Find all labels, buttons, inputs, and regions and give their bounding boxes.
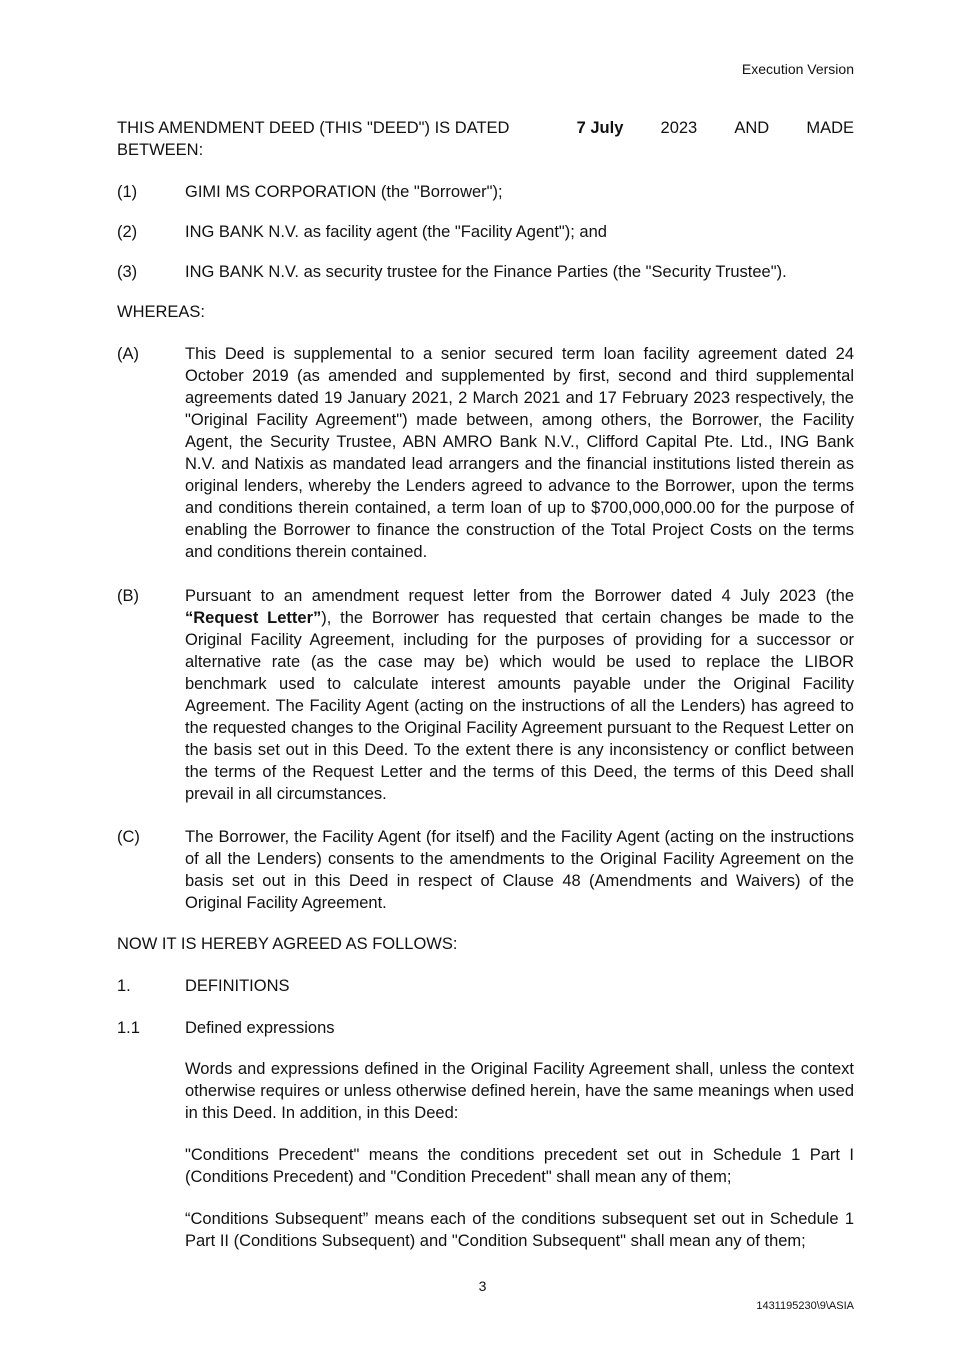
party-number: (1) bbox=[117, 183, 138, 201]
party-text: ING BANK N.V. as security trustee for the Finance Parties (the "Security Trustee"). bbox=[185, 263, 787, 281]
recital-number: (A) bbox=[117, 345, 139, 363]
intro-and: AND bbox=[734, 119, 770, 137]
document-version-label: Execution Version bbox=[741, 61, 854, 77]
party-number: (3) bbox=[117, 263, 138, 281]
intro-between: BETWEEN: bbox=[117, 141, 204, 159]
recital-b-text bbox=[185, 585, 854, 805]
section-number: 1. bbox=[117, 977, 131, 995]
agreed-heading: NOW IT IS HEREBY AGREED AS FOLLOWS: bbox=[117, 935, 458, 953]
subsection-title: Defined expressions bbox=[185, 1019, 335, 1037]
recital-b-post: ), the Borrower has requested that certain changes be made to the Original Facility Agreement, including for the purposes of providing for a successor or alternative rate (as the case may be) which would be used to replace the LIBOR benchmark used to calculate interest amounts payable under the Original Facility Agreement. The Facility Agent (acting on the instructions of all the Lenders) has agreed to the requested changes to the Original Facility Agreement pursuant to the Request Letter on the basis set out in this Deed. To the extent there is any inconsistency or conflict between the terms of the Request Letter and the terms of this Deed, the terms of this Deed shall prevail in all circumstances. bbox=[185, 609, 854, 803]
party-number: (2) bbox=[117, 223, 138, 241]
recital-c-text: The Borrower, the Facility Agent (for itself) and the Facility Agent (acting on the instructions of all the Lenders) consents to the amendments to the Original Facility Agreement on the basis set out in this Deed in respect of Clause 48 (Amendments and Waivers) of the Original Facility Agreement. bbox=[185, 828, 854, 912]
defined-expressions-paragraph: Words and expressions defined in the Original Facility Agreement shall, unless the context otherwise requires or unless otherwise defined herein, have the same meanings when used in this Deed. In addition, in this Deed: bbox=[185, 1060, 854, 1122]
subsection-number: 1.1 bbox=[117, 1019, 140, 1037]
recital-number: (C) bbox=[117, 828, 140, 846]
intro-date: 7 July bbox=[576, 119, 624, 137]
intro-made: MADE bbox=[806, 119, 854, 137]
intro-text: THIS AMENDMENT DEED (THIS "DEED") IS DATED bbox=[117, 119, 510, 137]
whereas-heading: WHEREAS: bbox=[117, 303, 206, 321]
page-number: 3 bbox=[478, 1278, 487, 1294]
definition-conditions-subsequent: “Conditions Subsequent” means each of the conditions subsequent set out in Schedule 1 Part II (Conditions Subsequent) and "Condition Subsequent" shall mean any of them; bbox=[185, 1210, 854, 1250]
party-text: GIMI MS CORPORATION (the "Borrower"); bbox=[185, 183, 503, 201]
intro-clause bbox=[117, 117, 854, 161]
request-letter-term: “Request Letter” bbox=[185, 609, 322, 627]
party-text: ING BANK N.V. as facility agent (the "Facility Agent"); and bbox=[185, 223, 607, 241]
recital-b-pre: Pursuant to an amendment request letter from the Borrower dated 4 July 2023 (the bbox=[185, 587, 854, 605]
definition-conditions-precedent: "Conditions Precedent" means the conditions precedent set out in Schedule 1 Part I (Conditions Precedent) and "Condition Precedent" shall mean any of them; bbox=[185, 1146, 854, 1186]
section-title: DEFINITIONS bbox=[185, 977, 290, 995]
document-reference: 1431195230\9\ASIA bbox=[756, 1300, 854, 1312]
recital-number: (B) bbox=[117, 587, 139, 605]
intro-year: 2023 bbox=[660, 119, 698, 137]
recital-a-text: This Deed is supplemental to a senior secured term loan facility agreement dated 24 October 2019 (as amended and supplemented by first, second and third supplemental agreements dated 19 January 2021, 2 March 2021 and 17 February 2023 respectively, the "Original Facility Agreement") made between, among others, the Borrower, the Facility Agent, the Security Trustee, ABN AMRO Bank N.V., Clifford Capital Pte. Ltd., ING Bank N.V. and Natixis as mandated lead arrangers and the financial institutions listed therein as original lenders, whereby the Lenders agreed to advance to the Borrower, upon the terms and conditions therein contained, a term loan of up to $700,000,000.00 for the purpose of enabling the Borrower to finance the construction of the Total Project Costs on the terms and conditions therein contained. bbox=[185, 345, 854, 561]
